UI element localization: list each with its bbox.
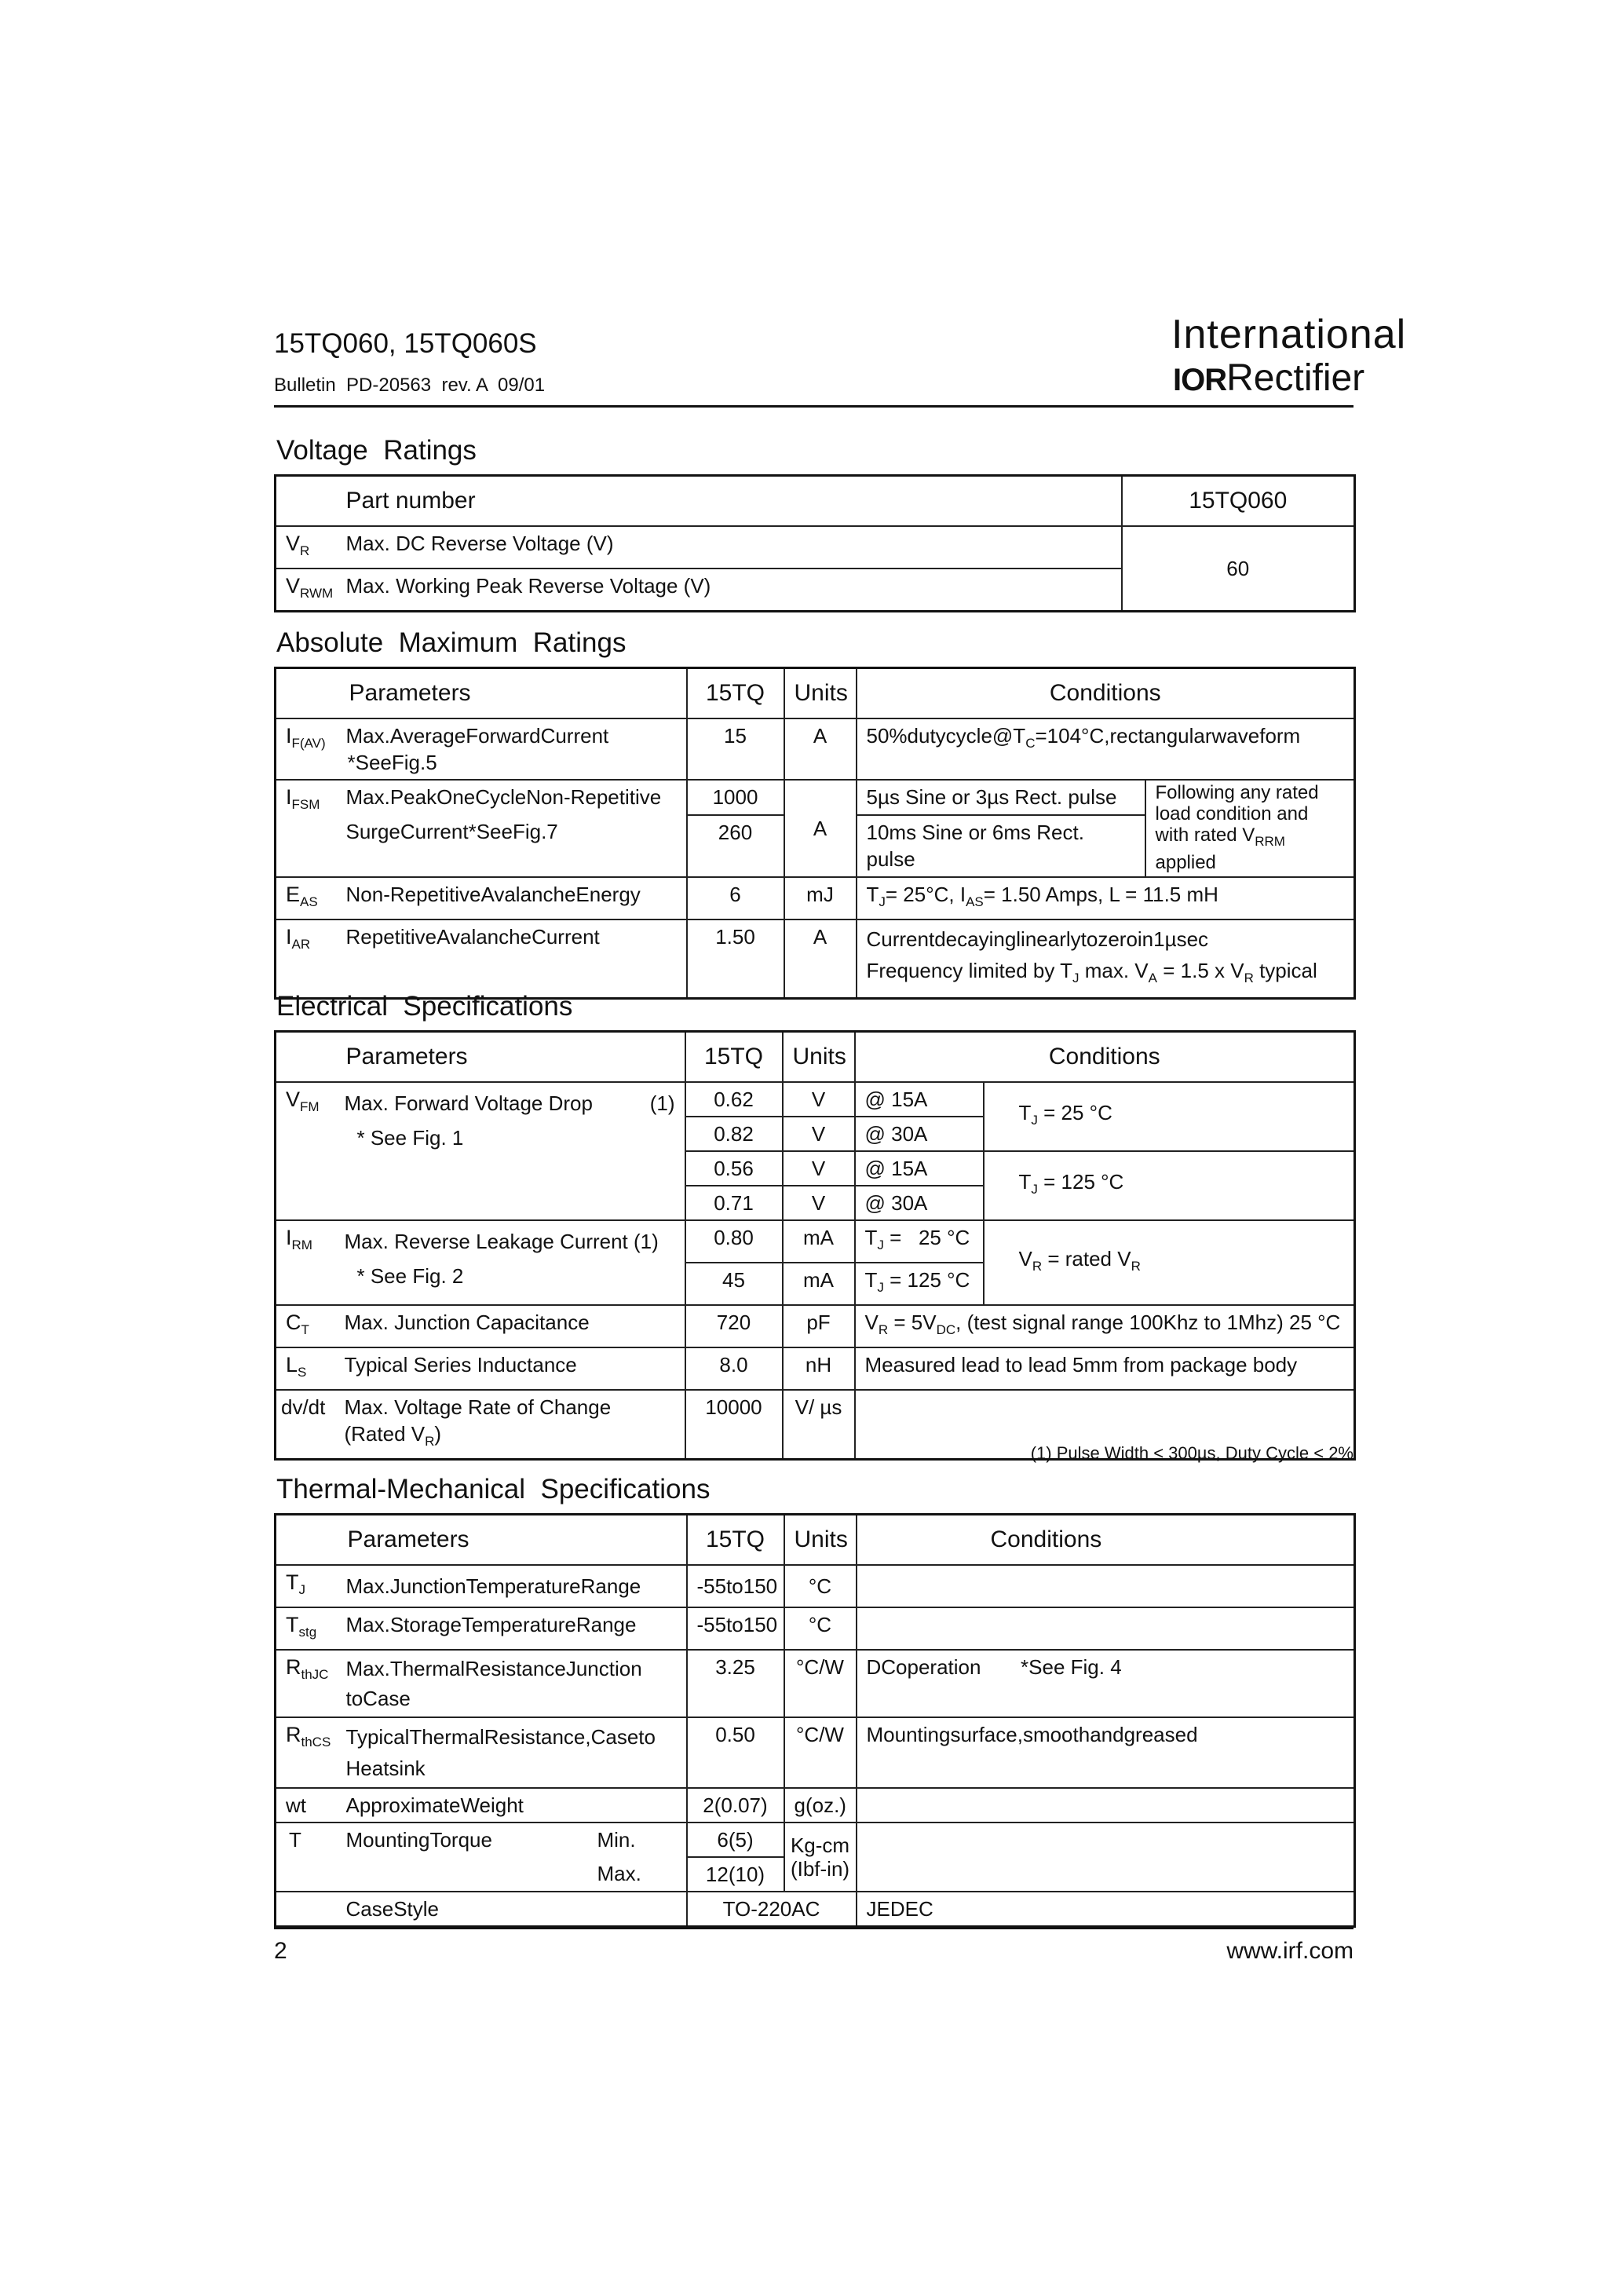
param-desc: SurgeCurrent*SeeFig.7 [338, 815, 687, 877]
header-params: Parameters [337, 1032, 685, 1083]
part-number-value: 15TQ060 [1122, 476, 1355, 527]
ior-logo: IOR [1173, 363, 1227, 397]
param-desc: MountingTorque [338, 1823, 588, 1892]
value: 1000 [687, 780, 784, 815]
param-desc: Max.AverageForwardCurrent *SeeFig.5 [338, 718, 687, 780]
condition: DCoperation *See Fig. 4 [857, 1650, 1355, 1717]
footer-rule [274, 1927, 1353, 1929]
condition: Measured lead to lead 5mm from package body [855, 1347, 1355, 1390]
unit: A [784, 919, 857, 999]
thermal-title: Thermal-Mechanical Specifications [276, 1474, 711, 1504]
symbol: $T_{stg}$ [276, 1607, 338, 1650]
param-desc: TypicalThermalResistance,Caseto Heatsink [338, 1717, 687, 1788]
header-part: 15TQ [687, 668, 784, 719]
value: 0.71 [685, 1186, 783, 1220]
value: 6(5) [687, 1823, 784, 1857]
condition: 10ms Sine or 6ms Rect. pulse [857, 815, 1145, 877]
param-desc: ApproximateWeight [338, 1788, 687, 1823]
value: 45 [685, 1263, 783, 1305]
param-desc: Max. Working Peak Reverse Voltage (V) [338, 569, 1122, 612]
unit: mA [783, 1263, 855, 1305]
voltage-ratings-table [274, 474, 1356, 612]
torque-max-label: Max. [588, 1857, 687, 1892]
header-params: Parameters [338, 668, 687, 719]
condition: $T_J= 25^\circ C$, $I_{AS}= 1.50$ Amps, L = 11.5 mH [857, 877, 1355, 919]
symbol: $R_{thJC}$ [276, 1650, 338, 1717]
value: 720 [685, 1305, 783, 1347]
condition: 5µs Sine or 3µs Rect. pulse [857, 780, 1145, 815]
condition: $T_J = 125$ °C [855, 1263, 984, 1305]
unit: mJ [784, 877, 857, 919]
unit: °C [784, 1607, 857, 1650]
param-desc: Max. Reverse Leakage Current (1) * See Fig. 2 [337, 1220, 685, 1305]
header-units: Units [784, 668, 857, 719]
value: 0.80 [685, 1220, 783, 1263]
condition: JEDEC [857, 1892, 1355, 1927]
param-desc: Typical Series Inductance [337, 1347, 685, 1390]
unit: g(oz.) [784, 1788, 857, 1823]
electrical-table [274, 1030, 1356, 1461]
unit: A [784, 780, 857, 877]
symbol: $R_{thCS}$ [276, 1717, 338, 1788]
param-desc: Max. Forward Voltage Drop (1) * See Fig. 1 [337, 1082, 685, 1220]
header-part: 15TQ [685, 1032, 783, 1083]
header-rule [274, 405, 1353, 408]
header-conditions: Conditions [857, 668, 1355, 719]
symbol: $L_S$ [276, 1347, 337, 1390]
unit: pF [783, 1305, 855, 1347]
unit: mA [783, 1220, 855, 1263]
voltage-ratings-title: Voltage Ratings [276, 435, 477, 466]
symbol: dv/dt [276, 1390, 337, 1460]
doc-title: 15TQ060, 15TQ060S [274, 328, 537, 359]
value: -55to150 [687, 1607, 784, 1650]
company-logo-line1: International [1171, 312, 1407, 357]
param-desc: Max. Junction Capacitance [337, 1305, 685, 1347]
param-desc: Max. DC Reverse Voltage (V) [338, 526, 1122, 569]
torque-min-label: Min. [588, 1823, 687, 1857]
thermal-table [274, 1513, 1356, 1928]
part-number-label: Part number [338, 476, 1122, 527]
absmax-title: Absolute Maximum Ratings [276, 627, 627, 658]
unit: °C/W [784, 1650, 857, 1717]
header-params: Parameters [338, 1515, 687, 1566]
footer-url[interactable]: www.irf.com [1226, 1938, 1353, 1964]
value: -55to150 [687, 1565, 784, 1607]
tj-condition: $T_J = 125$ °C [984, 1151, 1355, 1220]
param-desc: Max.StorageTemperatureRange [338, 1607, 687, 1650]
symbol: $I_{F(AV)}$ [276, 718, 338, 780]
symbol: $E_{AS}$ [276, 877, 338, 919]
param-desc: Max.PeakOneCycleNon-Repetitive [338, 780, 687, 815]
electrical-title: Electrical Specifications [276, 991, 573, 1022]
value: 8.0 [685, 1347, 783, 1390]
unit: V/ µs [783, 1390, 855, 1460]
condition-note: Following any rated load condition and with rated $V_{RRM}$ applied [1145, 780, 1355, 877]
value: 1.50 [687, 919, 784, 999]
param-desc: CaseStyle [338, 1892, 687, 1927]
condition: Mountingsurface,smoothandgreased [857, 1717, 1355, 1788]
symbol: $I_{RM}$ [276, 1220, 337, 1305]
value: 3.25 [687, 1650, 784, 1717]
symbol: $T_J$ [276, 1565, 338, 1607]
header-units: Units [784, 1515, 857, 1566]
bulletin: Bulletin PD-20563 rev. A 09/01 [274, 375, 546, 396]
voltage-value: 60 [1122, 526, 1355, 612]
condition: Currentdecayinglinearlytozeroin1µsec Frequency limited by $T_J$ max. $V_A = 1.5$ x $V_R$ typical [857, 919, 1355, 999]
symbol: wt [276, 1788, 338, 1823]
param-desc: Non-RepetitiveAvalancheEnergy [338, 877, 687, 919]
condition: $50\%dutycycle@T_C=104^\circ C,rectangularwaveform$ [857, 718, 1355, 780]
symbol: $V_{RWM}$ [276, 569, 338, 612]
value: 260 [687, 815, 784, 877]
header-part: 15TQ [687, 1515, 784, 1566]
footnote: (1) Pulse Width < 300µs, Duty Cycle < 2% [1030, 1443, 1353, 1463]
value: 0.56 [685, 1151, 783, 1186]
unit: nH [783, 1347, 855, 1390]
condition: $V_R = 5V_{DC}$, (test signal range 100Khz to 1Mhz) 25 °C [855, 1305, 1355, 1347]
unit: °C/W [784, 1717, 857, 1788]
unit: V [783, 1082, 855, 1117]
header-units: Units [783, 1032, 855, 1083]
value: 0.62 [685, 1082, 783, 1117]
header-conditions: Conditions [855, 1032, 1355, 1083]
case-value: TO-220AC [687, 1892, 857, 1927]
header-conditions: Conditions [857, 1515, 1355, 1566]
param-desc: RepetitiveAvalancheCurrent [338, 919, 687, 999]
symbol: T [276, 1823, 338, 1892]
page-number: 2 [274, 1938, 287, 1964]
value: 6 [687, 877, 784, 919]
value: 10000 [685, 1390, 783, 1460]
symbol: $V_{FM}$ [276, 1082, 337, 1220]
condition: @ 15A [855, 1151, 984, 1186]
condition: $T_J = 25$ °C [855, 1220, 984, 1263]
value: 12(10) [687, 1857, 784, 1892]
condition: @ 30A [855, 1186, 984, 1220]
unit: V [783, 1117, 855, 1151]
unit: A [784, 718, 857, 780]
tj-condition: $T_J = 25$ °C [984, 1082, 1355, 1151]
symbol: $I_{FSM}$ [276, 780, 338, 877]
unit: °C [784, 1565, 857, 1607]
param-desc: Max.JunctionTemperatureRange [338, 1565, 687, 1607]
value: 0.82 [685, 1117, 783, 1151]
param-desc: Max.ThermalResistanceJunction toCase [338, 1650, 687, 1717]
value: 15 [687, 718, 784, 780]
condition: @ 30A [855, 1117, 984, 1151]
value: 2(0.07) [687, 1788, 784, 1823]
company-logo-line2: IORRectifier [1173, 357, 1365, 399]
unit: V [783, 1186, 855, 1220]
symbol: $I_{AR}$ [276, 919, 338, 999]
condition: @ 15A [855, 1082, 984, 1117]
unit: Kg-cm (Ibf-in) [784, 1823, 857, 1892]
value: 0.50 [687, 1717, 784, 1788]
absmax-table [274, 667, 1356, 1000]
symbol: $V_R$ [276, 526, 338, 569]
param-desc: Max. Voltage Rate of Change (Rated $V_R$) [337, 1390, 685, 1460]
vr-condition: $V_R$ = rated $V_R$ [984, 1220, 1355, 1305]
symbol: $C_T$ [276, 1305, 337, 1347]
unit: V [783, 1151, 855, 1186]
